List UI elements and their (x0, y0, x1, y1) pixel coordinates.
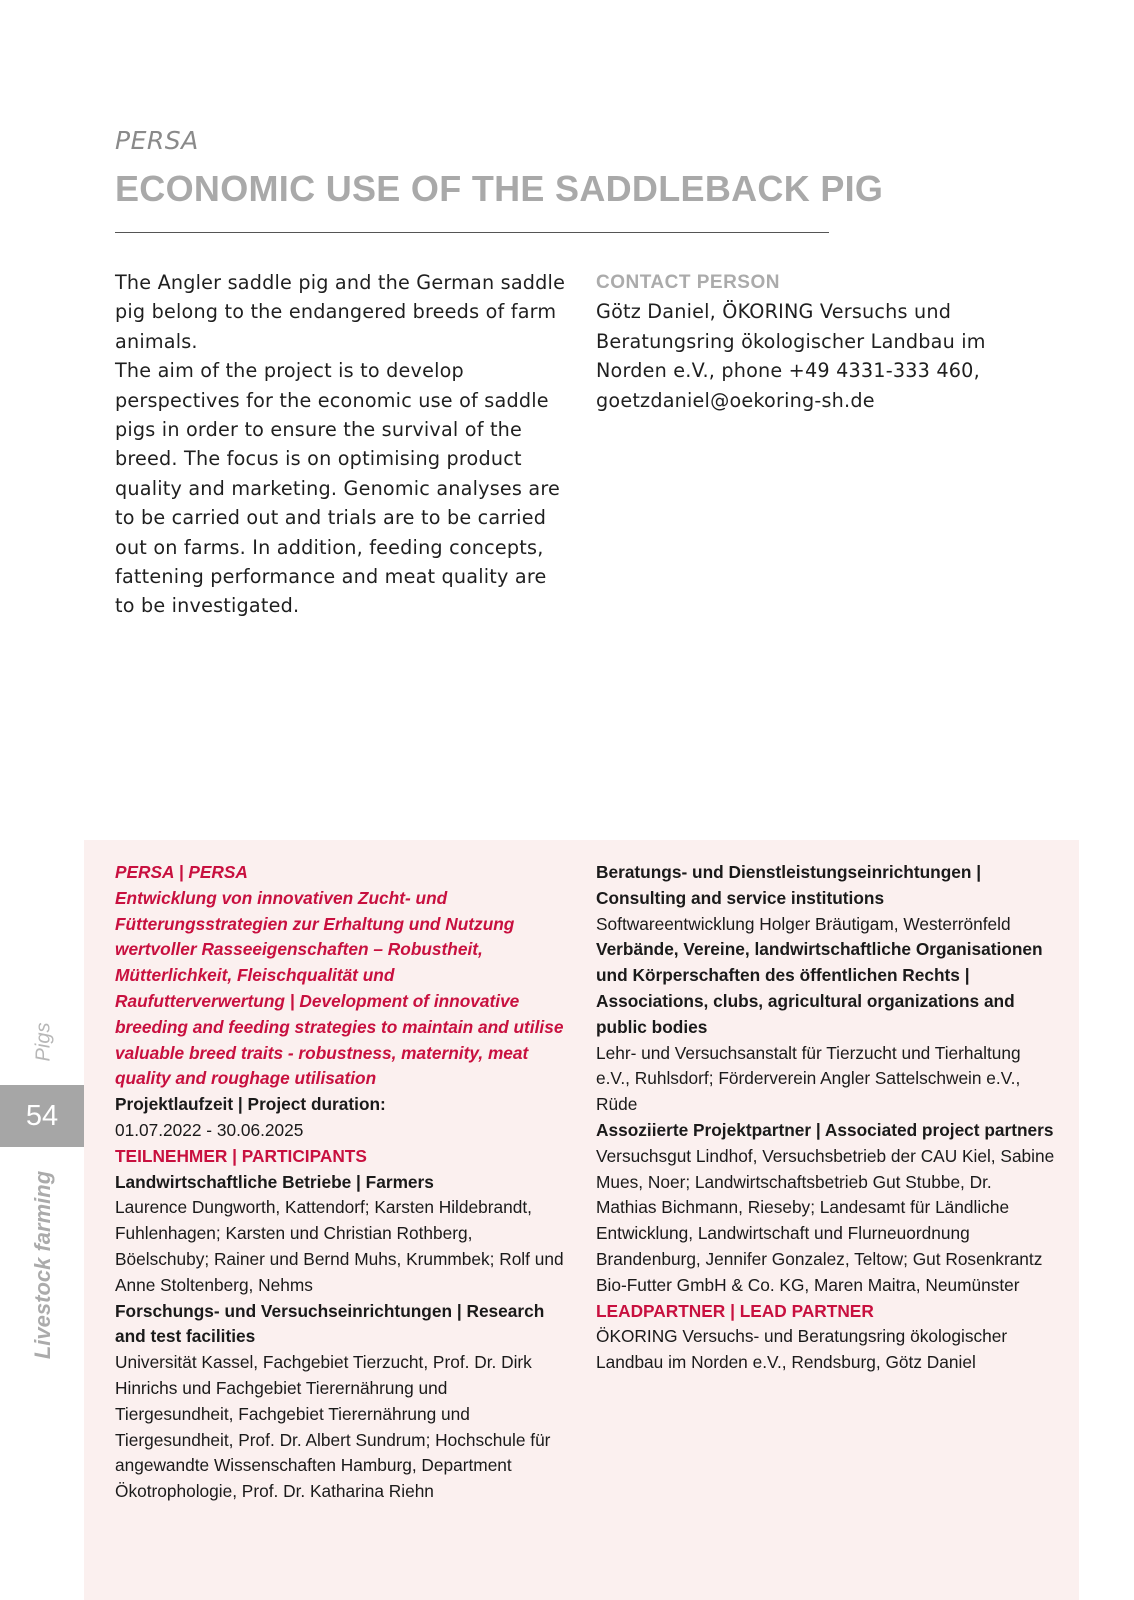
page-number: 54 (0, 1085, 84, 1147)
info-column-right (596, 860, 1056, 1376)
sidebar-topic-label: Pigs (32, 1022, 55, 1062)
duration-value: 01.07.2022 - 30.06.2025 (115, 1119, 304, 1140)
participants-heading: TEILNEHMER | PARTICIPANTS (115, 1145, 367, 1166)
info-column-left (115, 860, 567, 1505)
leadpartner-text: ÖKORING Versuchs- und Beratungsring ökologischer Landbau im Norden e.V., Rendsburg, Götz Daniel (596, 1326, 1008, 1373)
associations-text: Lehr- und Versuchsanstalt für Tierzucht und Tierhaltung e.V., Ruhlsdorf; Förderverein Angler Sattelschwein e.V., Rüde (596, 1042, 1021, 1115)
sidebar-topic (30, 1012, 58, 1072)
consulting-text: Softwareentwicklung Holger Bräutigam, Westerrönfeld (596, 913, 1011, 934)
consulting-label: Beratungs- und Dienstleistungseinrichtungen | Consulting and service institutions (596, 862, 982, 908)
info-project-title: Entwicklung von innovativen Zucht- und Fütterungsstrategien zur Erhaltung und Nutzung wertvoller Rasseeigenschaften – Robustheit, Mütterlichkeit, Fleischqualität und Raufutterverwertung | Development of innovative breeding and feeding strategies to maintain and utilise valuable breed traits - robustness, maternity, meat quality and roughage utilisation (115, 887, 564, 1089)
intro-paragraph: The Angler saddle pig and the German saddle pig belong to the endangered breeds of farm animals. (115, 271, 566, 353)
contact-block (596, 268, 1016, 415)
contact-label: CONTACT PERSON (596, 272, 780, 293)
farmers-label: Landwirtschaftliche Betriebe | Farmers (115, 1171, 434, 1192)
research-label: Forschungs- und Versuchseinrichtungen | Research and test facilities (115, 1300, 545, 1347)
intro-paragraph: The aim of the project is to develop perspectives for the economic use of saddle pigs in order to ensure the survival of the breed. The focus is on optimising product quality and marketing. Genomic analyses are to be carried out and trials are to be carried out on farms. In addition, feeding concepts, fattening performance and meat quality are to be investigated. (115, 359, 561, 618)
research-text: Universität Kassel, Fachgebiet Tierzucht, Prof. Dr. Dirk Hinrichs und Fachgebiet Tierernährung und Tiergesundheit, Fachgebiet Tierernährung und Tiergesundheit, Prof. Dr. Albert Sundrum; Hochschule für angewandte Wissenschaften Hamburg, Department Ökotrophologie, Prof. Dr. Katharina Riehn (115, 1352, 551, 1502)
info-acronym: PERSA | PERSA (115, 862, 248, 882)
page-title: ECONOMIC USE OF THE SADDLEBACK PIG (115, 168, 884, 209)
associations-label: Verbände, Vereine, landwirtschaftliche Organisationen und Körperschaften des öffentlichen Rechts | Associations, clubs, agricultural organizations and public bodies (596, 939, 1043, 1037)
sidebar-section (28, 1165, 58, 1365)
title-divider (115, 232, 829, 233)
intro-text (115, 268, 570, 621)
sidebar-section-label: Livestock farming (30, 1170, 55, 1360)
contact-details: Götz Daniel, ÖKORING Versuchs und Beratungsring ökologischer Landbau im Norden e.V., phone +49 4331-333 460, goetzdaniel@oekoring-sh.de (596, 300, 986, 412)
duration-label: Projektlaufzeit | Project duration: (115, 1094, 386, 1115)
project-acronym: PERSA (115, 126, 199, 155)
leadpartner-heading: LEADPARTNER | LEAD PARTNER (596, 1300, 874, 1321)
farmers-text: Laurence Dungworth, Kattendorf; Karsten Hildebrandt, Fuhlenhagen; Karsten und Christian Rothberg, Böelschuby; Rainer und Bernd Muhs, Krummbek; Rolf und Anne Stoltenberg, Nehms (115, 1197, 564, 1295)
associated-partners-text: Versuchsgut Lindhof, Versuchsbetrieb der CAU Kiel, Sabine Mues, Noer; Landwirtschaftsbetrieb Gut Stubbe, Dr. Mathias Bichmann, Rieseby; Landesamt für Ländliche Entwicklung, Landwirtschaft und Flurneuordnung Brandenburg, Jennifer Gonzalez, Teltow; Gut Rosenkrantz Bio-Futter GmbH & Co. KG, Maren Maitra, Neumünster (596, 1145, 1055, 1295)
associated-partners-label: Assoziierte Projektpartner | Associated project partners (596, 1119, 1054, 1140)
